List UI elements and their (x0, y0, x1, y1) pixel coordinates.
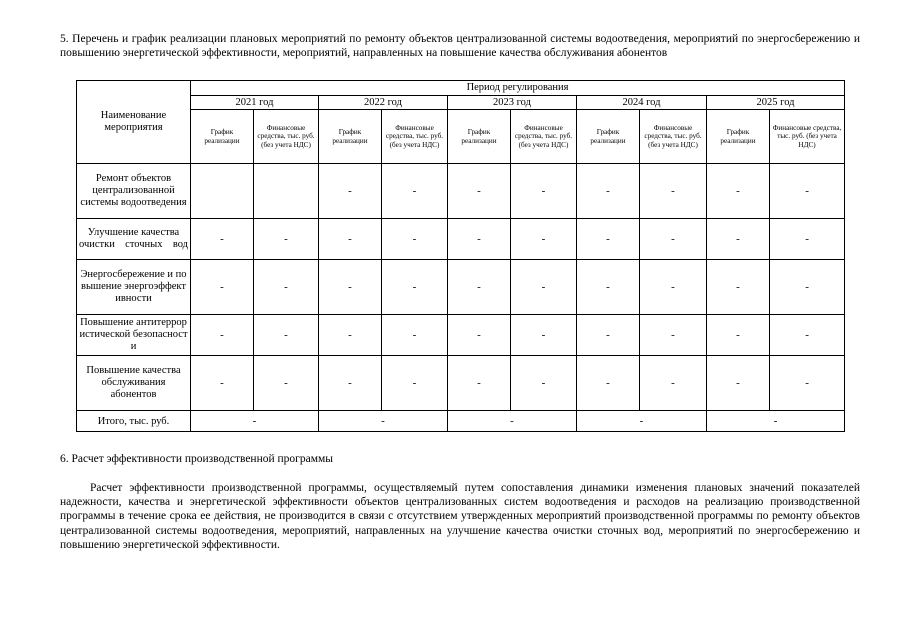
total-row (77, 411, 845, 432)
table-cell: - (577, 164, 640, 219)
table-cell: - (577, 260, 640, 315)
year-header: 2022 год (319, 96, 448, 110)
section-5-title: 5. Перечень и график реализации плановых мероприятий по ремонту объектов централизованной системы водоотведения, мероприятий по энергосбережению и повышению энергетической эффективности, мероприятий, направленных на повышение качества обслуживания абонентов (60, 33, 860, 59)
table-cell: - (770, 315, 845, 356)
table-row (77, 260, 845, 315)
table-cell: - (511, 164, 577, 219)
table-cell: - (382, 315, 448, 356)
table-cell (254, 164, 319, 219)
table-cell: - (319, 260, 382, 315)
table-cell (191, 164, 254, 219)
table-row (77, 219, 845, 260)
year-header: 2021 год (191, 96, 319, 110)
table-cell: - (191, 219, 254, 260)
total-cell: - (707, 411, 845, 432)
row-name: Повышение качества обслуживания абонентов (77, 356, 191, 411)
total-cell: - (448, 411, 577, 432)
section-6-paragraph: Расчет эффективности производственной программы, осуществляемый путем сопоставления динамики изменения плановых значений показателей надежности, качества и энергетической эффективности объектов централизованных систем водоотведения и расходов на реализацию производственной программы в течение срока ее действия, не производится в связи с отсутствием утвержденных мероприятий производственной программы по ремонту объектов централизованной системы водоотведения, мероприятий, направленных на улучшение качества очистки сточных вод, мероприятий по энергосбережению и повышению энергетической эффективности. (60, 482, 860, 551)
table-cell: - (254, 315, 319, 356)
row-name: Ремонт объектов централизованной системы водоотведения (77, 164, 191, 219)
table-cell: - (191, 260, 254, 315)
schedule-subheader: График реализации (707, 110, 770, 164)
table-cell: - (577, 356, 640, 411)
table-cell: - (382, 260, 448, 315)
total-cell: - (577, 411, 707, 432)
schedule-subheader: График реализации (319, 110, 382, 164)
year-header: 2025 год (707, 96, 845, 110)
finance-subheader: Финансовые средства, тыс. руб. (без учета НДС) (770, 110, 845, 164)
table-cell: - (382, 356, 448, 411)
table-cell: - (382, 164, 448, 219)
table-cell: - (511, 219, 577, 260)
table-cell: - (448, 219, 511, 260)
schedule-subheader: График реализации (191, 110, 254, 164)
table-cell: - (448, 164, 511, 219)
period-header: Период регулирования (191, 81, 845, 96)
table-cell: - (577, 315, 640, 356)
table-row (77, 315, 845, 356)
table-cell: - (577, 219, 640, 260)
table-cell: - (191, 356, 254, 411)
table-cell: - (770, 260, 845, 315)
table-cell: - (448, 356, 511, 411)
table-cell: - (254, 260, 319, 315)
row-name: Энергосбережение и повышение энергоэффективности (77, 260, 191, 315)
table-cell: - (707, 164, 770, 219)
table-cell: - (640, 315, 707, 356)
table-cell: - (319, 315, 382, 356)
finance-subheader: Финансовые средства, тыс. руб. (без учета НДС) (382, 110, 448, 164)
table-cell: - (511, 315, 577, 356)
table-cell: - (707, 356, 770, 411)
table-cell: - (254, 219, 319, 260)
table-cell: - (448, 315, 511, 356)
table-cell: - (640, 356, 707, 411)
row-name: Улучшение качества очистки сточных вод (77, 219, 191, 260)
table-cell: - (640, 219, 707, 260)
finance-subheader: Финансовые средства, тыс. руб. (без учета НДС) (511, 110, 577, 164)
total-cell: - (319, 411, 448, 432)
section-6-title: 6. Расчет эффективности производственной программы (60, 453, 334, 465)
table-cell: - (511, 356, 577, 411)
total-label: Итого, тыс. руб. (77, 411, 191, 432)
year-header: 2024 год (577, 96, 707, 110)
table-row (77, 356, 845, 411)
table-cell: - (319, 356, 382, 411)
table-cell: - (319, 219, 382, 260)
table-cell: - (191, 315, 254, 356)
total-cell: - (191, 411, 319, 432)
name-column-header: Наименование мероприятия (77, 81, 191, 164)
finance-subheader: Финансовые средства, тыс. руб. (без учета НДС) (254, 110, 319, 164)
table-cell: - (707, 260, 770, 315)
activities-table (76, 80, 845, 432)
table-cell: - (511, 260, 577, 315)
table-cell: - (640, 164, 707, 219)
table-cell: - (707, 315, 770, 356)
schedule-subheader: График реализации (448, 110, 511, 164)
table-cell: - (770, 164, 845, 219)
table-cell: - (707, 219, 770, 260)
table-row (77, 164, 845, 219)
finance-subheader: Финансовые средства, тыс. руб. (без учета НДС) (640, 110, 707, 164)
table-cell: - (254, 356, 319, 411)
table-cell: - (448, 260, 511, 315)
row-name: Повышение антитеррористической безопасности (77, 315, 191, 356)
year-header: 2023 год (448, 96, 577, 110)
table-cell: - (382, 219, 448, 260)
table-cell: - (319, 164, 382, 219)
schedule-subheader: График реализации (577, 110, 640, 164)
table-cell: - (770, 219, 845, 260)
table-cell: - (770, 356, 845, 411)
table-cell: - (640, 260, 707, 315)
